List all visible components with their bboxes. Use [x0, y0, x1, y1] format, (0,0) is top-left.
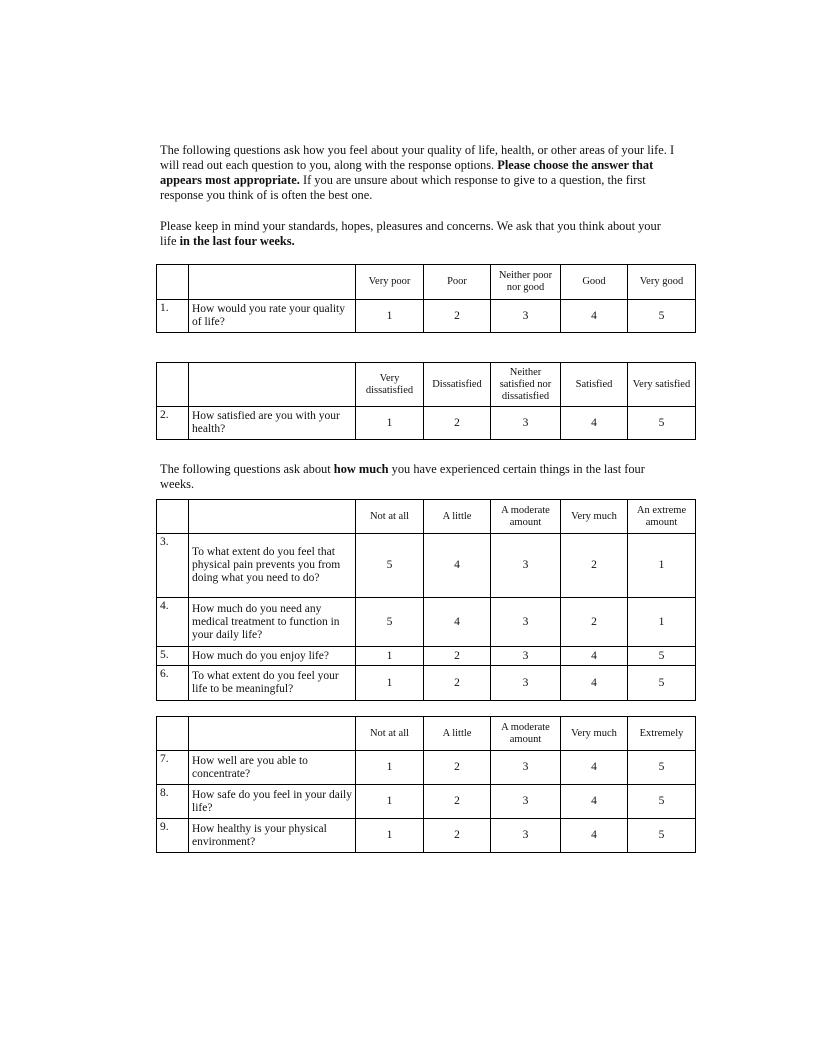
header-cell: Poor — [424, 265, 491, 300]
response-option[interactable]: 1 — [356, 751, 424, 785]
response-option[interactable]: 3 — [491, 666, 561, 701]
response-option[interactable]: 3 — [491, 819, 561, 853]
response-option[interactable]: 3 — [491, 534, 561, 598]
question-number: 3. — [157, 534, 189, 598]
header-cell: A little — [424, 500, 491, 534]
header-cell: Neither satisfied nor dissatisfied — [491, 363, 561, 407]
question-table-3 — [156, 499, 696, 701]
response-option[interactable]: 4 — [424, 534, 491, 598]
question-text: How safe do you feel in your daily life? — [189, 785, 356, 819]
instructions-text-bold: in the last four weeks. — [179, 234, 295, 248]
response-option[interactable]: 3 — [491, 598, 561, 647]
header-cell: An extreme amount — [628, 500, 696, 534]
question-number: 5. — [157, 647, 189, 666]
response-option[interactable]: 2 — [424, 666, 491, 701]
intro-text-bold: Please choose the answer that appears most appropriate. — [160, 158, 654, 187]
response-option[interactable]: 4 — [561, 666, 628, 701]
header-cell: Very poor — [356, 265, 424, 300]
header-cell: Very much — [561, 500, 628, 534]
header-cell: A moderate amount — [491, 500, 561, 534]
response-option[interactable]: 5 — [628, 751, 696, 785]
table-header-row — [157, 363, 696, 407]
response-option[interactable]: 5 — [356, 598, 424, 647]
question-text: How healthy is your physical environment? — [189, 819, 356, 853]
question-text: How would you rate your quality of life? — [189, 300, 356, 333]
header-cell: Not at all — [356, 717, 424, 751]
response-option[interactable]: 2 — [424, 785, 491, 819]
question-text: How satisfied are you with your health? — [189, 407, 356, 440]
question-number: 6. — [157, 666, 189, 701]
response-option[interactable]: 4 — [561, 647, 628, 666]
response-option[interactable]: 1 — [356, 407, 424, 440]
response-option[interactable]: 5 — [628, 785, 696, 819]
question-number: 9. — [157, 819, 189, 853]
table-row — [157, 534, 696, 598]
question-table-4 — [156, 716, 696, 853]
response-option[interactable]: 1 — [356, 785, 424, 819]
response-option[interactable]: 4 — [424, 598, 491, 647]
intro-text-c: If you are unsure about which response to give to a question, the first response you think of is often the best one. — [160, 173, 646, 202]
response-option[interactable]: 2 — [561, 534, 628, 598]
instructions-text-a: Please keep in mind your standards, hopes, pleasures and concerns. We ask that you think about your life — [160, 219, 661, 248]
header-cell: Very satisfied — [628, 363, 696, 407]
response-option[interactable]: 2 — [424, 819, 491, 853]
response-option[interactable]: 5 — [628, 300, 696, 333]
response-option[interactable]: 5 — [356, 534, 424, 598]
section-intro-text-c: you have experienced certain things in the last four weeks. — [160, 462, 645, 491]
question-table-1 — [156, 264, 696, 333]
table-row — [157, 407, 696, 440]
response-option[interactable]: 3 — [491, 300, 561, 333]
table-row — [157, 598, 696, 647]
instructions-paragraph — [160, 219, 680, 249]
response-option[interactable]: 5 — [628, 407, 696, 440]
question-text: How much do you enjoy life? — [189, 647, 356, 666]
table-header-row — [157, 500, 696, 534]
table-header-row — [157, 717, 696, 751]
response-option[interactable]: 2 — [424, 751, 491, 785]
response-option[interactable]: 5 — [628, 666, 696, 701]
response-option[interactable]: 1 — [628, 534, 696, 598]
response-option[interactable]: 1 — [356, 819, 424, 853]
response-option[interactable]: 1 — [356, 666, 424, 701]
question-table-2 — [156, 362, 696, 440]
header-cell: Very dissatisfied — [356, 363, 424, 407]
response-option[interactable]: 3 — [491, 785, 561, 819]
section-intro-text-a: The following questions ask about — [160, 462, 334, 476]
question-text: How much do you need any medical treatment to function in your daily life? — [189, 598, 356, 647]
header-cell: Satisfied — [561, 363, 628, 407]
header-cell: Not at all — [356, 500, 424, 534]
response-option[interactable]: 4 — [561, 751, 628, 785]
response-option[interactable]: 4 — [561, 300, 628, 333]
question-number: 1. — [157, 300, 189, 333]
intro-paragraph — [160, 143, 680, 203]
response-option[interactable]: 4 — [561, 819, 628, 853]
question-number: 8. — [157, 785, 189, 819]
response-option[interactable]: 2 — [424, 300, 491, 333]
header-cell: Good — [561, 265, 628, 300]
question-number: 2. — [157, 407, 189, 440]
question-text: How well are you able to concentrate? — [189, 751, 356, 785]
header-cell: Neither poor nor good — [491, 265, 561, 300]
table-row — [157, 300, 696, 333]
response-option[interactable]: 3 — [491, 751, 561, 785]
response-option[interactable]: 1 — [628, 598, 696, 647]
response-option[interactable]: 5 — [628, 647, 696, 666]
table-header-row — [157, 265, 696, 300]
table-row — [157, 647, 696, 666]
header-cell: Extremely — [628, 717, 696, 751]
response-option[interactable]: 2 — [424, 407, 491, 440]
question-number: 7. — [157, 751, 189, 785]
response-option[interactable]: 1 — [356, 300, 424, 333]
question-number: 4. — [157, 598, 189, 647]
question-text: To what extent do you feel your life to be meaningful? — [189, 666, 356, 701]
question-text-line: doing what you need to do? — [192, 572, 320, 584]
response-option[interactable]: 5 — [628, 819, 696, 853]
response-option[interactable]: 4 — [561, 785, 628, 819]
response-option[interactable]: 3 — [491, 647, 561, 666]
table-row — [157, 751, 696, 785]
header-cell: Dissatisfied — [424, 363, 491, 407]
intro-text-a: The following questions ask how you feel about your quality of life, health, or other areas of your life. I will read out each question to you, along with the response options. — [160, 143, 675, 172]
response-option[interactable]: 3 — [491, 407, 561, 440]
header-cell: A little — [424, 717, 491, 751]
question-text — [189, 534, 356, 598]
response-option[interactable]: 4 — [561, 407, 628, 440]
table-row — [157, 666, 696, 701]
header-cell: Very good — [628, 265, 696, 300]
section-intro-paragraph — [160, 462, 680, 492]
response-option[interactable]: 2 — [424, 647, 491, 666]
header-cell: A moderate amount — [491, 717, 561, 751]
header-cell: Very much — [561, 717, 628, 751]
table-row — [157, 819, 696, 853]
table-row — [157, 785, 696, 819]
section-intro-text-bold: how much — [333, 462, 389, 476]
question-text-line: To what extent do you feel that physical pain prevents you from — [192, 546, 341, 571]
response-option[interactable]: 2 — [561, 598, 628, 647]
response-option[interactable]: 1 — [356, 647, 424, 666]
